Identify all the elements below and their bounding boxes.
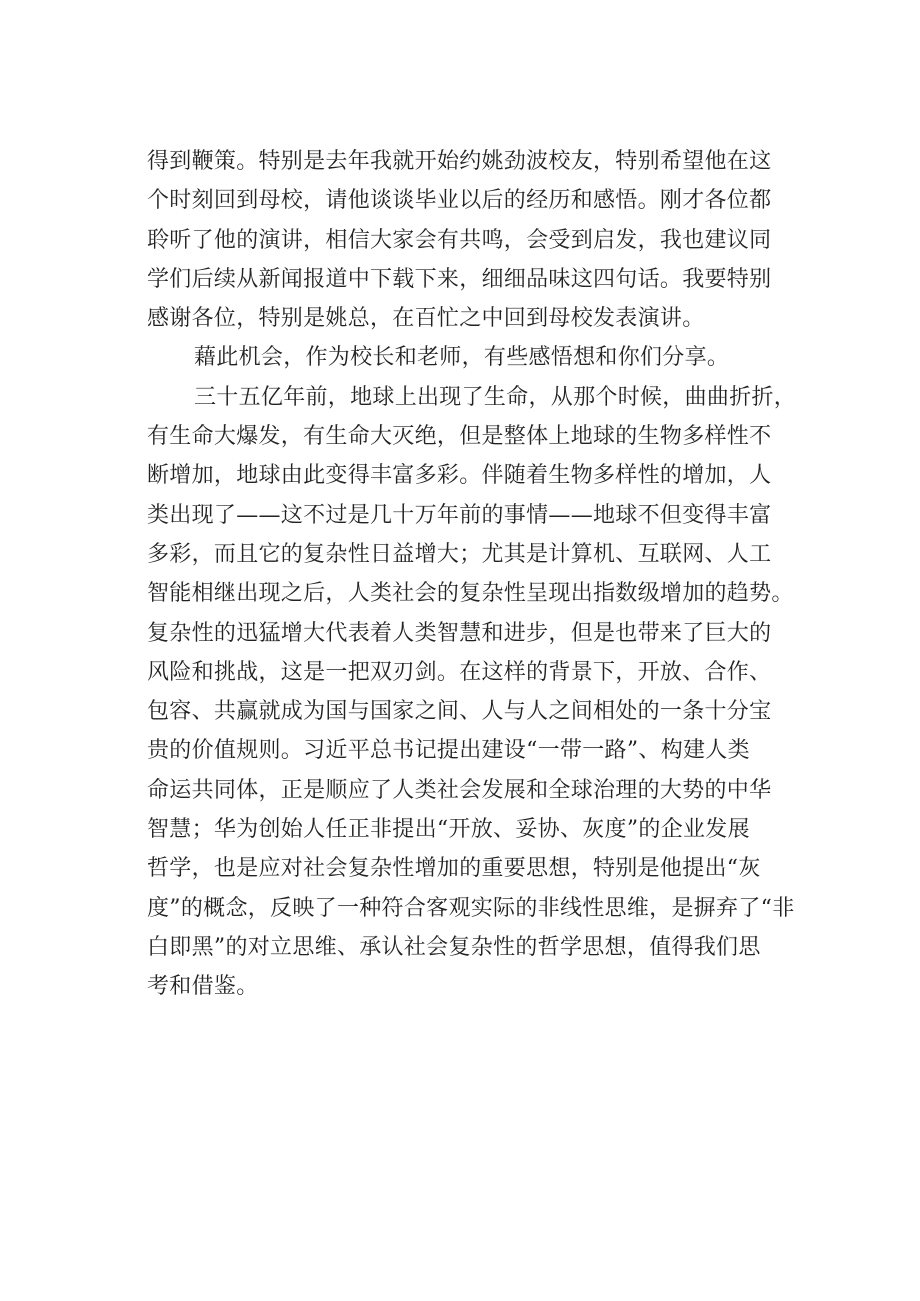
text-line: 有生命大爆发，有生命大灭绝，但是整体上地球的生物多样性不 <box>147 424 772 450</box>
text-line: 聆听了他的演讲，相信大家会有共鸣，会受到启发，我也建议同 <box>147 227 772 253</box>
text-line: 得到鞭策。特别是去年我就开始约姚劲波校友，特别希望他在这 <box>147 149 772 174</box>
text-line: 断增加，地球由此变得丰富多彩。伴随着生物多样性的增加，人 <box>147 463 772 489</box>
text-line: 藉此机会，作为校长和老师，有些感悟想和你们分享。 <box>194 345 730 371</box>
text-line: 复杂性的迅猛增大代表着人类智慧和进步，但是也带来了巨大的 <box>147 620 772 646</box>
text-line: 贵的价值规则。习近平总书记提出建设“一带一路”、构建人类 <box>147 738 750 764</box>
body-text <box>147 142 797 1007</box>
text-line: 类出现了——这不过是几十万年前的事情——地球不但变得丰富 <box>147 502 772 528</box>
text-line: 学们后续从新闻报道中下载下来，细细品味这四句话。我要特别 <box>147 266 772 292</box>
text-line: 哲学，也是应对社会复杂性增加的重要思想，特别是他提出“灰 <box>147 856 761 882</box>
text-line: 度”的概念，反映了一种符合客观实际的非线性思维，是摒弃了“非 <box>147 895 795 921</box>
text-line: 包容、共赢就成为国与国家之间、人与人之间相处的一条十分宝 <box>147 699 772 725</box>
text-line: 智慧；华为创始人任正非提出“开放、妥协、灰度”的企业发展 <box>147 817 750 843</box>
text-line: 风险和挑战，这是一把双刃剑。在这样的背景下，开放、合作、 <box>147 659 772 685</box>
text-line: 考和借鉴。 <box>147 974 259 1000</box>
text-line: 三十五亿年前，地球上出现了生命，从那个时候，曲曲折折， <box>194 384 797 410</box>
text-line: 白即黑”的对立思维、承认社会复杂性的哲学思想，值得我们思 <box>147 934 761 960</box>
text-line: 感谢各位，特别是姚总，在百忙之中回到母校发表演讲。 <box>147 306 705 332</box>
text-line: 智能相继出现之后，人类社会的复杂性呈现出指数级增加的趋势。 <box>147 581 794 607</box>
text-line: 命运共同体，正是顺应了人类社会发展和全球治理的大势的中华 <box>147 777 772 803</box>
text-line: 多彩，而且它的复杂性日益增大；尤其是计算机、互联网、人工 <box>147 541 772 567</box>
text-line: 个时刻回到母校，请他谈谈毕业以后的经历和感悟。刚才各位都 <box>147 188 772 214</box>
